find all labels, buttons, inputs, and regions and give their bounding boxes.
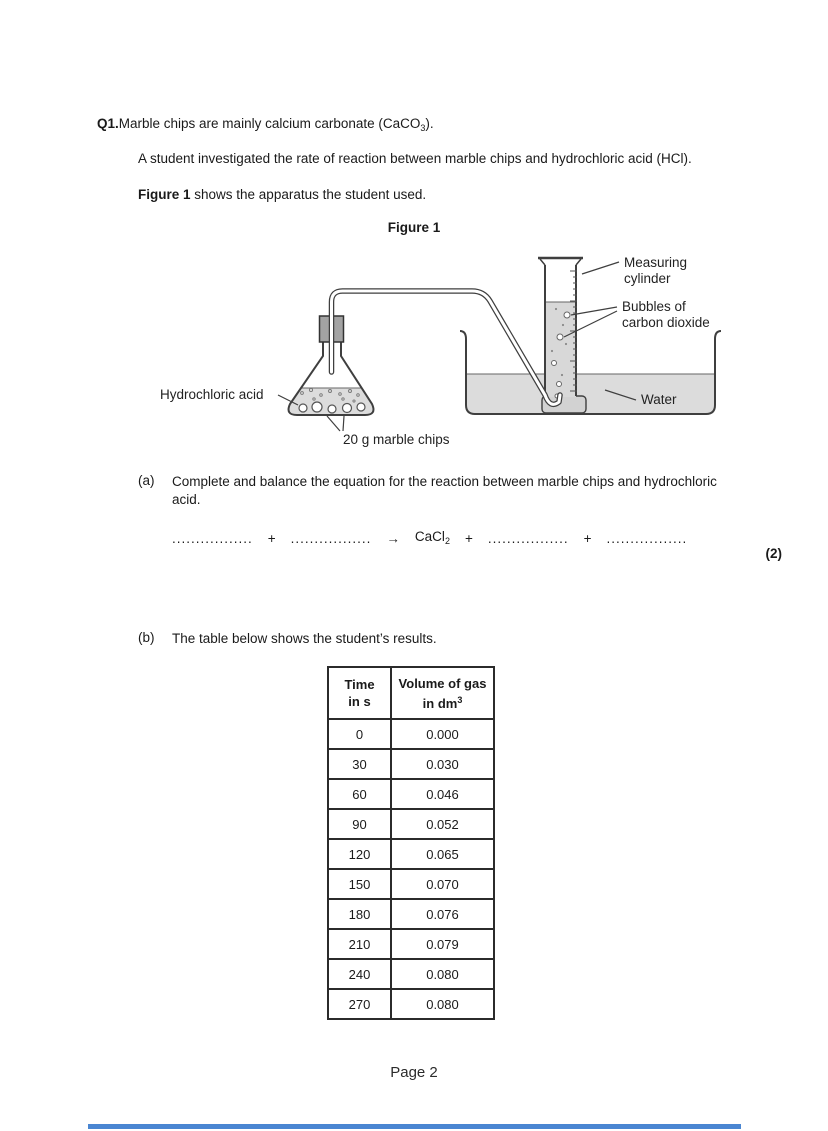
part-a-marks: (2)	[765, 546, 782, 561]
table-cell: 150	[328, 869, 391, 899]
table-cell: 0.079	[391, 929, 494, 959]
table-cell: 30	[328, 749, 391, 779]
equation-line	[172, 529, 687, 546]
table-cell: 0.080	[391, 989, 494, 1019]
table-cell: 0.046	[391, 779, 494, 809]
table-row	[328, 899, 494, 929]
label-bubbles-line1: Bubbles of	[622, 299, 686, 314]
label-hydrochloric-acid: Hydrochloric acid	[160, 387, 264, 402]
label-measuring-cylinder-line2: cylinder	[624, 271, 671, 286]
trough	[460, 331, 721, 414]
results-rows	[328, 719, 494, 1019]
part-a-label: (a)	[138, 473, 155, 488]
time-header-line1: Time	[344, 677, 375, 692]
table-row	[328, 809, 494, 839]
table-cell: 240	[328, 959, 391, 989]
volume-column-header	[391, 667, 494, 719]
label-measuring-cylinder-line1: Measuring	[624, 255, 688, 270]
volume-header-line1: Volume of gas	[398, 675, 487, 691]
results-table-header	[328, 667, 494, 719]
product-formula: CaCl	[414, 529, 445, 544]
volume-header-line2: in dm	[422, 695, 458, 711]
table-cell: 120	[328, 839, 391, 869]
figure-reference-line	[138, 187, 426, 202]
table-cell: 0.065	[391, 839, 494, 869]
question-number: Q1.	[97, 116, 119, 131]
question-intro-post: ).	[425, 116, 434, 131]
question-intro-line	[97, 116, 434, 133]
table-cell: 0.070	[391, 869, 494, 899]
part-a-prompt: Complete and balance the equation for the reaction between marble chips and hydrochloric acid.	[172, 474, 717, 507]
part-b-label: (b)	[138, 630, 155, 645]
figure-reference-bold: Figure 1	[138, 187, 191, 202]
time-header-line2: in s	[348, 694, 371, 709]
table-cell: 0.076	[391, 899, 494, 929]
time-column-header	[328, 667, 391, 719]
table-row	[328, 779, 494, 809]
table-cell: 210	[328, 929, 391, 959]
table-cell: 180	[328, 899, 391, 929]
table-row	[328, 869, 494, 899]
equation-blank-3: .................	[487, 531, 569, 546]
plus-sign: +	[583, 531, 592, 546]
equation-product	[415, 529, 450, 546]
label-water: Water	[641, 392, 677, 407]
results-table	[327, 666, 495, 1020]
question-intro-pre: Marble chips are mainly calcium carbonate (CaCO	[118, 116, 421, 131]
label-marble-chips: 20 g marble chips	[343, 432, 450, 447]
equation-blank-2: .................	[290, 531, 372, 546]
reaction-arrow: →	[386, 531, 400, 546]
footer-divider-bar	[88, 1124, 741, 1129]
table-cell: 0	[328, 719, 391, 749]
page-number: Page 2	[390, 1064, 438, 1081]
apparatus-figure	[150, 245, 770, 460]
figure-title: Figure 1	[387, 220, 441, 235]
table-cell: 0.052	[391, 809, 494, 839]
table-cell: 60	[328, 779, 391, 809]
dm3-superscript: 3	[457, 694, 463, 705]
caco3-subscript: 3	[420, 123, 426, 133]
cacl2-subscript: 2	[444, 536, 450, 546]
investigation-line: A student investigated the rate of reaction between marble chips and hydrochloric acid (HCl).	[138, 151, 692, 166]
table-cell: 0.080	[391, 959, 494, 989]
table-row	[328, 989, 494, 1019]
table-row	[328, 839, 494, 869]
table-cell: 270	[328, 989, 391, 1019]
figure-reference-rest: shows the apparatus the student used.	[190, 187, 427, 202]
part-b-prompt: The table below shows the student’s results.	[172, 631, 437, 646]
table-row	[328, 749, 494, 779]
table-row	[328, 959, 494, 989]
label-bubbles-line2: carbon dioxide	[622, 315, 710, 330]
equation-blank-1: .................	[172, 531, 253, 546]
plus-sign: +	[464, 531, 473, 546]
plus-sign: +	[267, 531, 276, 546]
table-cell: 0.000	[391, 719, 494, 749]
table-row	[328, 929, 494, 959]
table-cell: 0.030	[391, 749, 494, 779]
table-cell: 90	[328, 809, 391, 839]
equation-blank-4: .................	[606, 531, 688, 546]
table-row	[328, 719, 494, 749]
